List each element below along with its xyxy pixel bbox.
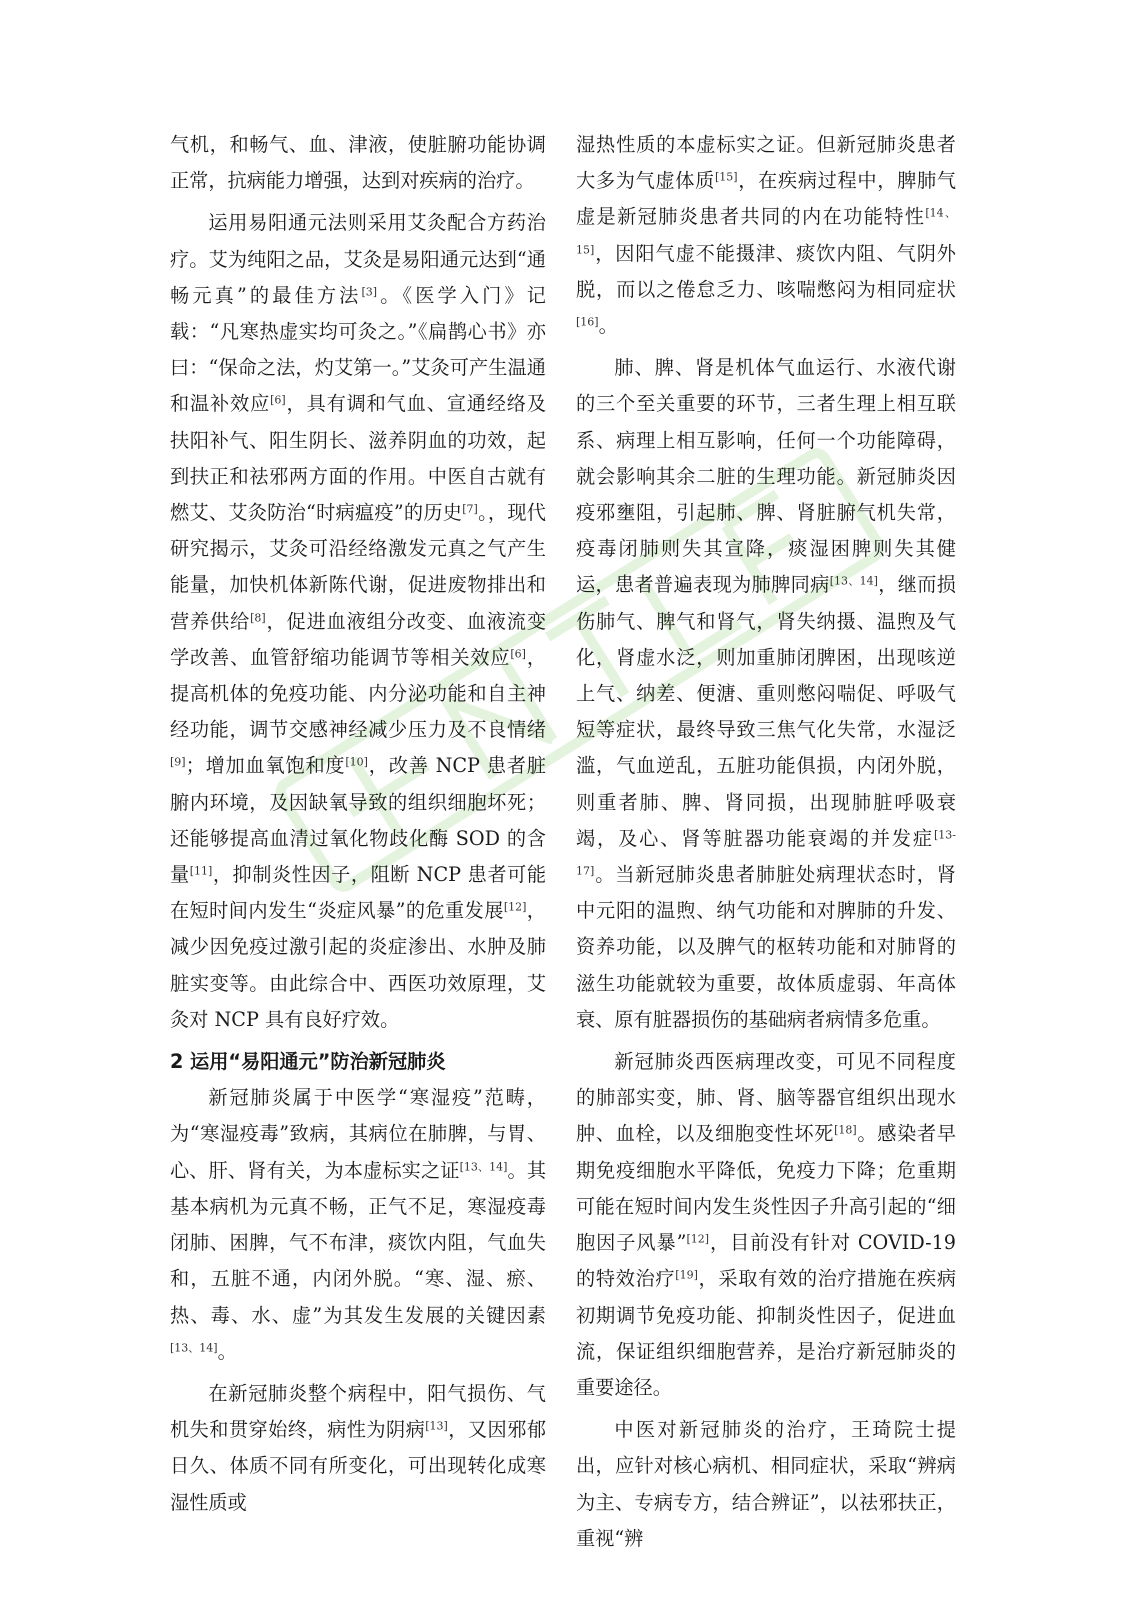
- citation: [12]: [686, 1232, 710, 1246]
- paragraph-text: ，减少因免疫过激引起的炎症渗出、水肿及肺脏实变等。由此综合中、西医功效原理，艾灸对 NCP 具有良好疗效。: [170, 899, 546, 1031]
- paragraph-text: ，采取有效的治疗措施在疾病初期调节免疫功能、抑制炎性因子，促进血流，保证组织细胞营养，是治疗新冠肺炎的重要途径。: [576, 1267, 957, 1399]
- paragraph-text: 气机，和畅气、血、津液，使脏腑功能协调正常，抗病能力增强，达到对疾病的治疗。: [170, 133, 546, 193]
- paragraph-text: ，促进血液组分改变、血液流变学改善、血管舒缩功能调节等相关效应: [170, 609, 547, 669]
- paragraph-text: 。感染者早期免疫细胞水平降低，免疫力下降；危重期可能在短时间内发生炎性因子升高引起的“细胞因子风暴”: [576, 1122, 957, 1255]
- citation: [13-17]: [576, 828, 956, 878]
- paragraph: [170, 127, 546, 199]
- paragraph: [170, 1080, 546, 1370]
- citation: [18]: [834, 1123, 857, 1137]
- citation: [12]: [503, 900, 527, 914]
- citation: [10]: [345, 755, 368, 769]
- citation: [13、14]: [170, 1341, 218, 1355]
- paragraph-text: ；增加血氧饱和度: [185, 754, 346, 778]
- paragraph: [576, 1044, 956, 1406]
- citation: [3]: [361, 285, 378, 299]
- citation: [14、15]: [576, 206, 956, 257]
- paragraph-text: ，又因邪郁日久、体质不同有所变化，可出现转化成寒湿性质或: [170, 1418, 547, 1514]
- paragraph-text: 湿热性质的本虚标实之证。但新冠肺炎患者大多为气虚体质: [576, 133, 956, 193]
- paragraph-text: 。其基本病机为元真不畅，正气不足，寒湿疫毒闭肺、困脾，气不布津，痰饮内阻，气血失和，五脏不通，内闭外脱。“寒、湿、瘀、热、毒、水、虚”为其发生发展的关键因素: [170, 1158, 547, 1327]
- paragraph-text: 。，现代研究揭示，艾灸可沿经络激发元真之气产生能量，加快机体新陈代谢，促进废物排出和营养供给: [170, 501, 546, 633]
- citation: [19]: [675, 1268, 698, 1282]
- citation: [13、14]: [829, 574, 878, 588]
- paragraph: [576, 1412, 956, 1557]
- paragraph-text: 。当新冠肺炎患者肺脏处病理状态时，肾中元阳的温煦、纳气功能和对脾肺的升发、资养功能，以及脾气的枢转功能和对肺肾的滋生功能就较为重要，故体质虚弱、年高体衰、原有脏器损伤的基础病者病情多危重。: [576, 863, 956, 1031]
- paragraph-text: 肺、脾、肾是机体气血运行、水液代谢的三个至关重要的环节，三者生理上相互联系、病理上相互影响，任何一个功能障碍，就会影响其余二脏的生理功能。新冠肺炎因疫邪壅阻，引起肺、脾、肾脏腑气机失常，疫毒闭肺则失其宣降，痰湿困脾则失其健运，患者普遍表现为肺脾同病: [576, 356, 956, 597]
- citation: [13、14]: [459, 1160, 508, 1174]
- paragraph-text: ，改善 NCP 患者脏腑内环境，及因缺氧导致的组织细胞坏死；还能够提高血清过氧化物歧化酶 SOD 的含量: [170, 754, 546, 887]
- citation: [15]: [715, 170, 738, 184]
- paragraph-text: ，目前没有针对 COVID-19 的特效治疗: [576, 1231, 957, 1291]
- paragraph: [170, 205, 546, 1038]
- paragraph-text: ，因阳气虚不能摄津、痰饮内阻、气阴外脱，而以之倦怠乏力、咳喘憋闷为相同症状: [576, 241, 956, 301]
- paragraph-text: ，抑制炎性因子，阻断 NCP 患者可能在短时间内发生“炎症风暴”的危重发展: [170, 863, 547, 923]
- paragraph-text: ，在疾病过程中，脾肺气虚是新冠肺炎患者共同的内在功能特性: [576, 169, 957, 229]
- citation: [9]: [170, 755, 186, 769]
- paragraph-text: 新冠肺炎西医病理改变，可见不同程度的肺部实变，肺、肾、脑等器官组织出现水肿、血栓，以及细胞变性坏死: [576, 1050, 956, 1146]
- paragraph: [576, 127, 956, 344]
- section-heading: 2 运用“易阳通元”防治新冠肺炎: [170, 1050, 446, 1074]
- citation: [8]: [250, 611, 266, 625]
- paragraph-text: 新冠肺炎属于中医学“寒湿疫”范畴，为“寒湿疫毒”致病，其病位在肺脾，与胃、心、肝、肾有关，为本虚标实之证: [170, 1086, 546, 1182]
- citation: [13]: [425, 1419, 448, 1433]
- paragraph-text: 。: [598, 314, 618, 338]
- paragraph-text: 。: [217, 1339, 237, 1363]
- paragraph-text: ，具有调和气血、宣通经络及扶阳补气、阳生阴长、滋养阴血的功效，起到扶正和祛邪两方面的作用。中医自古就有燃艾、艾灸防治“时病瘟疫”的历史: [170, 392, 547, 525]
- citation: [6]: [510, 647, 526, 661]
- citation: [11]: [189, 864, 213, 878]
- paragraph: [576, 350, 956, 1038]
- citation: [6]: [270, 393, 286, 407]
- paragraph-text: 中医对新冠肺炎的治疗，王琦院士提出，应针对核心病机、相同症状，采取“辨病为主、专病专方，结合辨证”，以祛邪扶正，重视“辨: [576, 1418, 956, 1550]
- paragraph-text: ，提高机体的免疫功能、内分泌功能和自主神经功能，调节交感神经减少压力及不良情绪: [170, 645, 547, 742]
- citation: [7]: [462, 502, 478, 516]
- paragraph-text: 在新冠肺炎整个病程中，阳气损伤、气机失和贯穿始终，病性为阴病: [170, 1381, 546, 1442]
- left-column: [170, 127, 546, 1527]
- paragraph-text: ，继而损伤肺气、脾气和肾气，肾失纳摄、温煦及气化，肾虚水泛，则加重肺闭脾困，出现咳逆上气、纳差、便溏、重则憋闷喘促、呼吸气短等症状，最终导致三焦气化失常，水湿泛滥，气血逆乱，五脏功能俱损，内闭外脱，则重者肺、脾、肾同损，出现肺脏呼吸衰竭，及心、肾等脏器功能衰竭的并发症: [576, 573, 956, 850]
- citation: [16]: [576, 315, 599, 329]
- right-column: [576, 127, 956, 1563]
- paragraph-text: 运用易阳通元法则采用艾灸配合方药治疗。艾为纯阳之品，艾灸是易阳通元达到“通畅元真”的最佳方法: [170, 211, 546, 307]
- paragraph: [170, 1376, 546, 1521]
- paragraph-text: 。《医学入门》记载：“凡寒热虚实均可灸之。”《扁鹊心书》亦曰：“保命之法，灼艾第一。”艾灸可产生温通和温补效应: [170, 283, 546, 416]
